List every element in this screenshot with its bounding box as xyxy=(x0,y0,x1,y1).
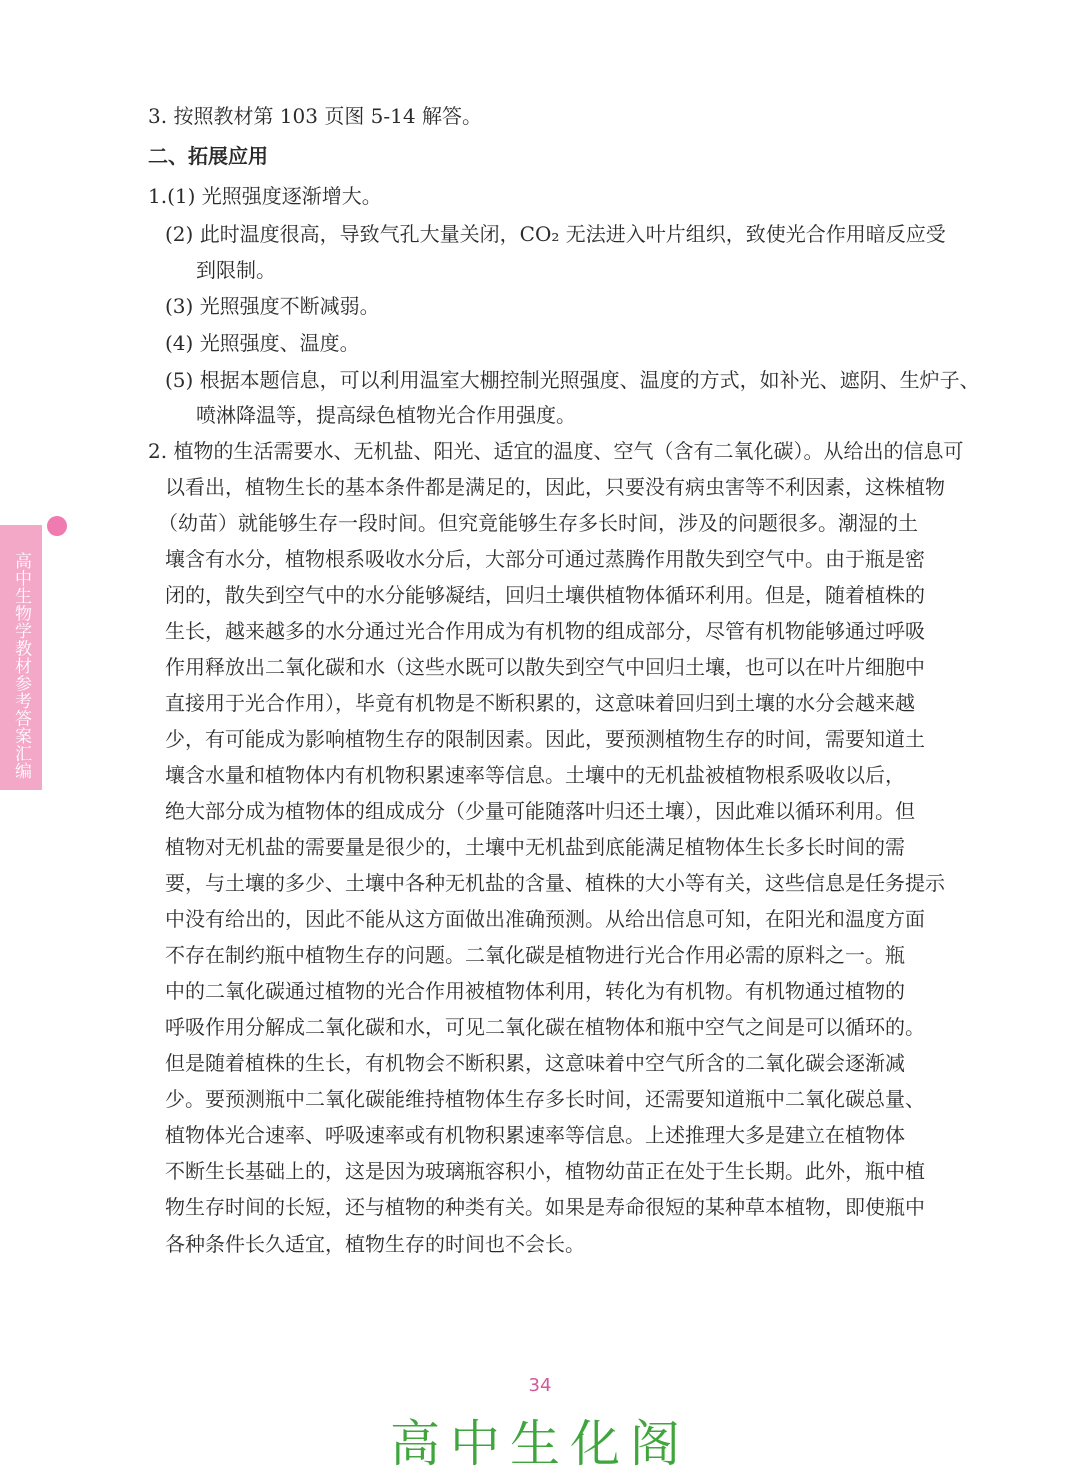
text-line: 喷淋降温等，提高绿色植物光合作用强度。 xyxy=(196,403,576,427)
text-line: 中的二氧化碳通过植物的光合作用被植物体利用，转化为有机物。有机物通过植物的 xyxy=(165,979,905,1003)
watermark-logo: 高中生化阁 xyxy=(390,1415,690,1473)
text-line: (4) 光照强度、温度。 xyxy=(165,331,360,355)
text-line: 不存在制约瓶中植物生存的问题。二氧化碳是植物进行光合作用必需的原料之一。瓶 xyxy=(165,943,905,967)
text-line: 到限制。 xyxy=(196,258,276,282)
text-line: (3) 光照强度不断减弱。 xyxy=(165,294,380,318)
text-line: 物生存时间的长短，还与植物的种类有关。如果是寿命很短的某种草本植物，即使瓶中 xyxy=(165,1195,925,1219)
text-line: 生长，越来越多的水分通过光合作用成为有机物的组成部分，尽管有机物能够通过呼吸 xyxy=(165,619,925,643)
text-line: 植物对无机盐的需要量是很少的，土壤中无机盐到底能满足植物体生长多长时间的需 xyxy=(165,835,905,859)
text-line: 直接用于光合作用），毕竟有机物是不断积累的，这意味着回归到土壤的水分会越来越 xyxy=(165,691,915,715)
text-line: 要，与土壤的多少、土壤中各种无机盐的含量、植株的大小等有关，这些信息是任务提示 xyxy=(165,871,945,895)
text-line: 壤含水量和植物体内有机物积累速率等信息。土壤中的无机盐被植物根系吸收以后， xyxy=(165,763,905,787)
text-line: （幼苗）就能够生存一段时间。但究竟能够生存多长时间，涉及的问题很多。潮湿的土 xyxy=(158,511,918,535)
section-heading: 二、拓展应用 xyxy=(148,144,268,168)
text-line: 不断生长基础上的，这是因为玻璃瓶容积小，植物幼苗正在处于生长期。此外，瓶中植 xyxy=(165,1159,925,1183)
text-line: 少。要预测瓶中二氧化碳能维持植物体生存多长时间，还需要知道瓶中二氧化碳总量、 xyxy=(165,1087,925,1111)
text-line: 壤含有水分，植物根系吸收水分后，大部分可通过蒸腾作用散失到空气中。由于瓶是密 xyxy=(165,547,925,571)
side-tab-label: 高中生物学教材参考答案汇编 xyxy=(0,525,42,790)
text-line: 绝大部分成为植物体的组成成分（少量可能随落叶归还土壤），因此难以循环利用。但 xyxy=(165,799,915,823)
text-line: 3. 按照教材第 103 页图 5-14 解答。 xyxy=(148,104,482,128)
text-line: 2. 植物的生活需要水、无机盐、阳光、适宜的温度、空气（含有二氧化碳）。从给出的信息可 xyxy=(148,439,964,463)
text-line: 作用释放出二氧化碳和水（这些水既可以散失到空气中回归土壤，也可以在叶片细胞中 xyxy=(165,655,925,679)
text-line: 但是随着植株的生长，有机物会不断积累，这意味着中空气所含的二氧化碳会逐渐减 xyxy=(165,1051,905,1075)
text-line: 以看出，植物生长的基本条件都是满足的，因此，只要没有病虫害等不利因素，这株植物 xyxy=(165,475,945,499)
text-line: 少，有可能成为影响植物生存的限制因素。因此，要预测植物生存的时间，需要知道土 xyxy=(165,727,925,751)
text-line: 闭的，散失到空气中的水分能够凝结，回归土壤供植物体循环利用。但是，随着植株的 xyxy=(165,583,925,607)
text-line: (5) 根据本题信息，可以利用温室大棚控制光照强度、温度的方式，如补光、遮阴、生炉子、 xyxy=(165,368,980,392)
text-line: 各种条件长久适宜，植物生存的时间也不会长。 xyxy=(165,1232,585,1256)
text-line: 植物体光合速率、呼吸速率或有机物积累速率等信息。上述推理大多是建立在植物体 xyxy=(165,1123,905,1147)
text-line: 1.(1) 光照强度逐渐增大。 xyxy=(148,184,382,208)
text-line: 中没有给出的，因此不能从这方面做出准确预测。从给出信息可知，在阳光和温度方面 xyxy=(165,907,925,931)
text-line: 呼吸作用分解成二氧化碳和水，可见二氧化碳在植物体和瓶中空气之间是可以循环的。 xyxy=(165,1015,925,1039)
text-line: (2) 此时温度很高，导致气孔大量关闭，CO₂ 无法进入叶片组织，致使光合作用暗反应受 xyxy=(165,222,946,246)
page-number: 34 xyxy=(528,1375,552,1396)
side-tab-dot xyxy=(47,516,67,536)
